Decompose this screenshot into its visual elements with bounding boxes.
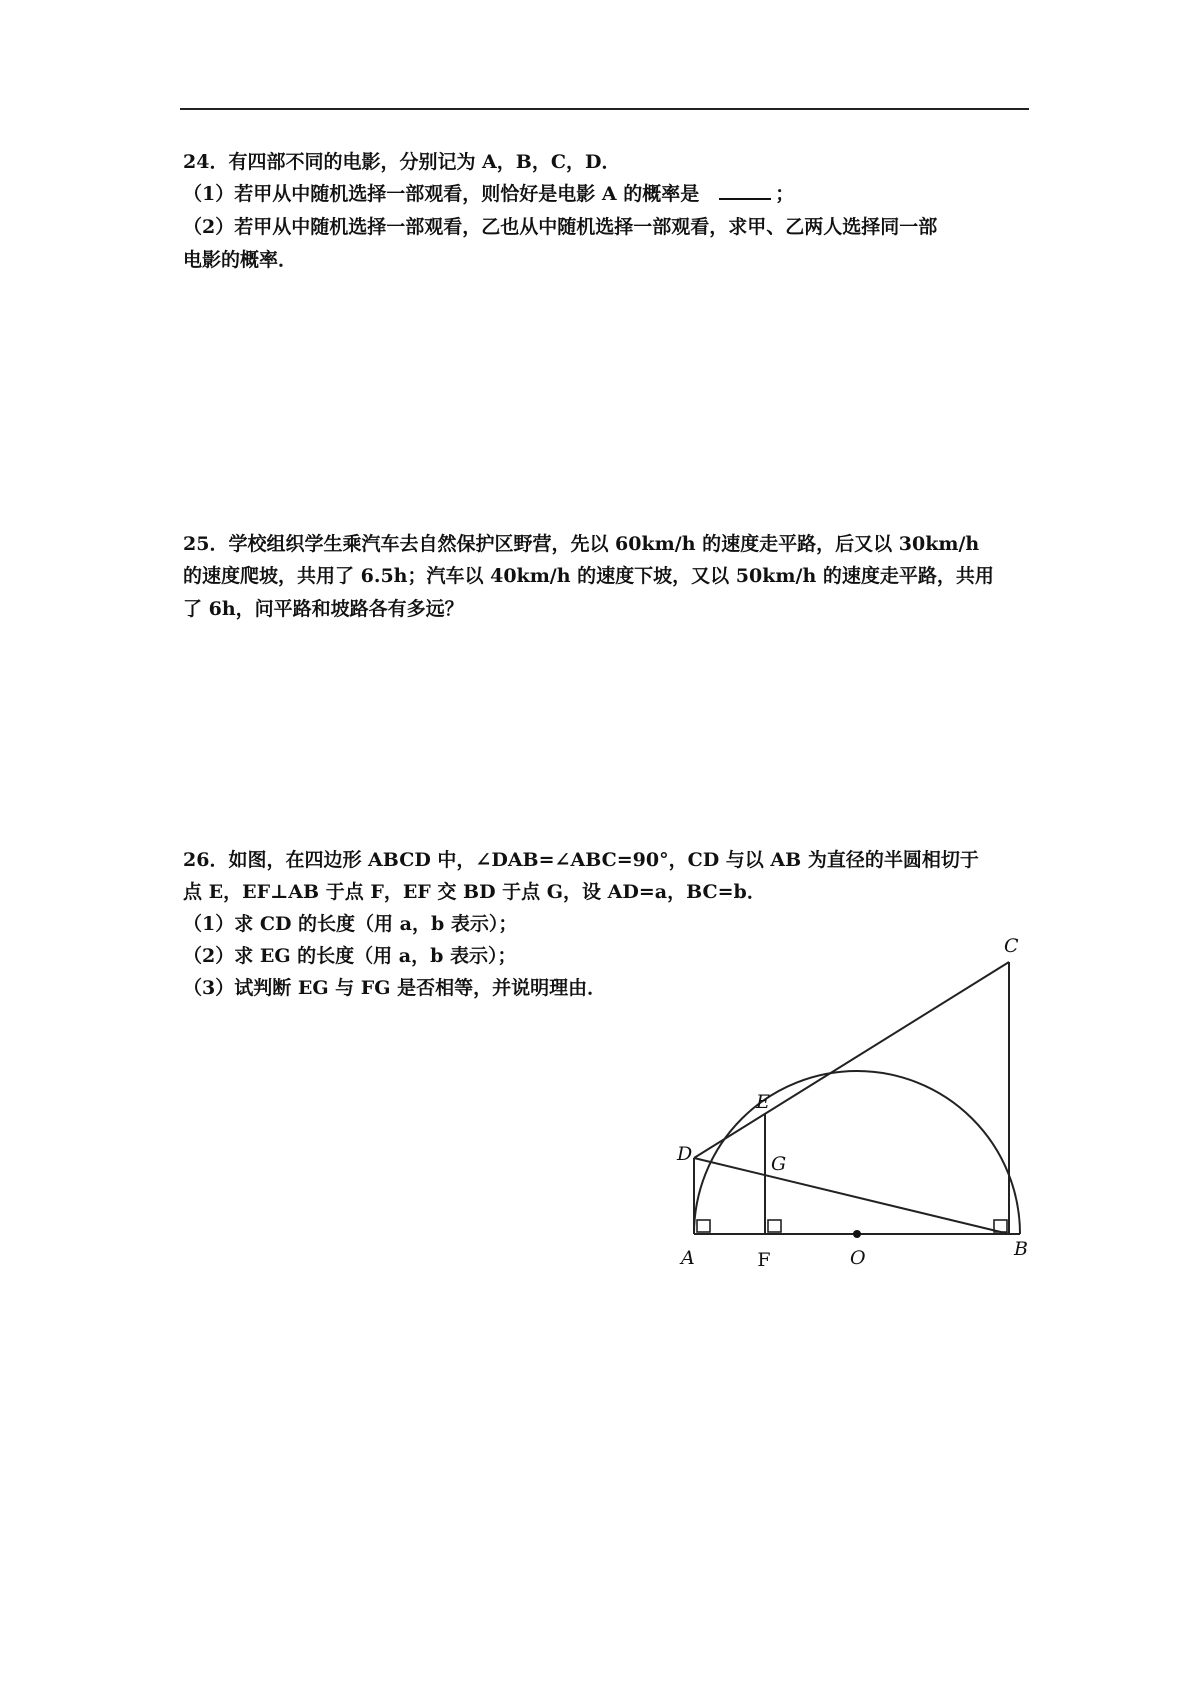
right-angle-mark-f [768,1220,781,1232]
label-f: F [757,1249,771,1271]
segment-dc [694,962,1009,1158]
label-c: C [1004,935,1019,957]
q25-line2: 的速度爬坡，共用了 6.5h；汽车以 40km/h 的速度下坡，又以 50km/h 的速度走平路，共用 [183,565,994,587]
answer-blank[interactable] [719,182,771,200]
q26-line1: 26．如图，在四边形 ABCD 中，∠DAB=∠ABC=90°，CD 与以 AB 为直径的半圆相切于 [183,849,979,871]
label-a: A [681,1247,695,1269]
q26-part1: （1）求 CD 的长度（用 a，b 表示）； [183,913,518,935]
label-o: O [850,1247,866,1269]
q24-part2-line2: 电影的概率． [183,249,298,271]
right-angle-mark-a [697,1220,710,1232]
label-e: E [756,1091,770,1113]
label-g: G [771,1153,787,1175]
semicircle [694,1071,1020,1234]
right-angle-mark-b [994,1220,1007,1232]
segment-db [694,1158,1009,1234]
q24-stem: 24．有四部不同的电影，分别记为 A，B，C，D． [183,151,621,173]
q26-part2: （2）求 EG 的长度（用 a，b 表示）； [183,945,517,967]
label-d: D [677,1143,693,1165]
q24-part1-end: ； [775,183,795,205]
label-b: B [1014,1238,1028,1260]
q26-part3: （3）试判断 EG 与 FG 是否相等，并说明理由． [183,977,607,999]
q24-part1-text: （1）若甲从中随机选择一部观看，则恰好是电影 A 的概率是 [183,183,700,205]
q25-line3: 了 6h，问平路和坡路各有多远？ [183,598,464,620]
q26-line2: 点 E，EF⊥AB 于点 F，EF 交 BD 于点 G，设 AD=a，BC=b． [183,881,766,903]
center-point-o [853,1230,861,1238]
q24-part2-line1: （2）若甲从中随机选择一部观看，乙也从中随机选择一部观看，求甲、乙两人选择同一部 [183,216,938,238]
header-rule [180,108,1029,110]
q24-part1 [183,182,794,206]
q25-line1: 25．学校组织学生乘汽车去自然保护区野营，先以 60km/h 的速度走平路，后又以 30km/h [183,533,980,555]
